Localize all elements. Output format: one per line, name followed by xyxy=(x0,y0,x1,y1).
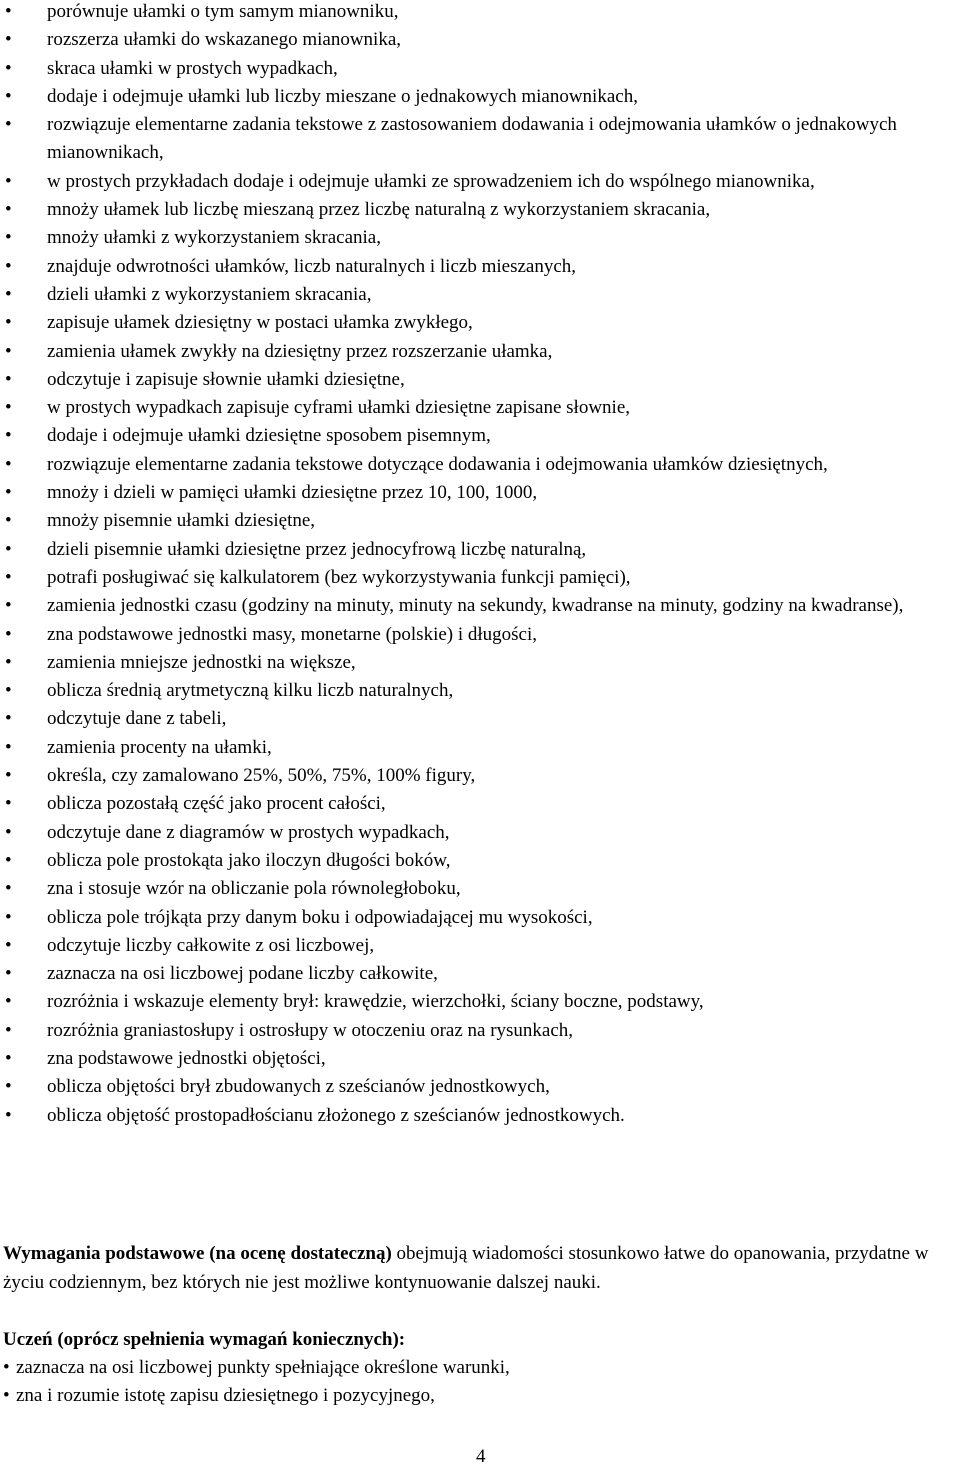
bullet-icon: • xyxy=(5,765,12,787)
bullet-icon: • xyxy=(5,1104,12,1126)
basic-requirements-text: obejmują wiadomości stosunkowo łatwe do opanowania, przydatne w życiu codziennym, bez których nie jest możliwe kontynuowanie dalszej nauki. xyxy=(3,1243,929,1293)
list-item xyxy=(0,621,930,649)
bullet-icon: • xyxy=(5,878,12,900)
bullet-icon: • xyxy=(5,1076,12,1098)
list-item xyxy=(0,536,930,564)
list-item xyxy=(0,451,930,479)
bullet-icon: • xyxy=(5,991,12,1013)
list-item xyxy=(0,762,930,790)
bullet-icon: • xyxy=(5,538,12,560)
list-item xyxy=(0,281,930,309)
bullet-icon: • xyxy=(5,510,12,532)
bullet-icon: • xyxy=(5,227,12,249)
bullet-icon: • xyxy=(5,453,12,475)
list-item xyxy=(0,677,930,705)
list-item xyxy=(0,564,930,592)
bullet-icon: • xyxy=(5,736,12,758)
bullet-icon: • xyxy=(5,595,12,617)
list-item-text: rozwiązuje elementarne zadania tekstowe z zastosowaniem dodawania i odejmowania ułamków o jednakowych mianownikach, xyxy=(47,114,897,164)
list-item xyxy=(0,649,930,677)
list-item xyxy=(0,309,930,337)
list-item-text: zna i rozumie istotę zapisu dziesiętnego i pozycyjnego, xyxy=(16,1385,435,1407)
list-item-text: rozróżnia graniastosłupy i ostrosłupy w otoczeniu oraz na rysunkach, xyxy=(47,1019,574,1041)
bullet-icon: • xyxy=(5,566,12,588)
list-item-text: mnoży ułamki z wykorzystaniem skracania, xyxy=(47,227,381,249)
bullet-icon: • xyxy=(5,821,12,843)
list-item xyxy=(0,507,930,535)
bullet-icon: • xyxy=(5,29,12,51)
list-item xyxy=(0,705,930,733)
bullet-icon: • xyxy=(5,793,12,815)
list-item-text: mnoży i dzieli w pamięci ułamki dziesiętne przez 10, 100, 1000, xyxy=(47,482,538,504)
list-item-text: oblicza pozostałą część jako procent całości, xyxy=(47,793,386,815)
list-item-text: mnoży ułamek lub liczbę mieszaną przez liczbę naturalną z wykorzystaniem skracania, xyxy=(47,199,711,221)
list-item-text: dzieli ułamki z wykorzystaniem skracania, xyxy=(47,283,372,305)
list-item-text: zamienia jednostki czasu (godziny na minuty, minuty na sekundy, kwadranse na minuty, godziny na kwadranse), xyxy=(47,595,904,617)
list-item xyxy=(0,394,930,422)
list-item xyxy=(0,1382,930,1410)
list-item-text: zamienia mniejsze jednostki na większe, xyxy=(47,651,356,673)
bullet-icon: • xyxy=(5,283,12,305)
list-item-text: porównuje ułamki o tym samym mianowniku, xyxy=(47,1,399,22)
bullet-icon: • xyxy=(5,1,12,22)
list-item-text: rozwiązuje elementarne zadania tekstowe dotyczące dodawania i odejmowania ułamków dziesiętnych, xyxy=(47,453,828,475)
list-item xyxy=(0,847,930,875)
list-item-text: rozszerza ułamki do wskazanego mianownika, xyxy=(47,29,402,51)
list-item xyxy=(0,904,930,932)
list-item xyxy=(0,0,930,26)
list-item xyxy=(0,819,930,847)
bullet-icon: • xyxy=(5,397,12,419)
list-item-text: oblicza pole prostokąta jako iloczyn długości boków, xyxy=(47,849,451,871)
list-item xyxy=(0,734,930,762)
bullet-icon: • xyxy=(5,934,12,956)
bullet-icon: • xyxy=(3,1385,10,1407)
bullet-icon: • xyxy=(5,425,12,447)
list-item xyxy=(0,960,930,988)
list-item xyxy=(0,338,930,366)
basic-requirements-list xyxy=(0,1354,930,1411)
bullet-icon: • xyxy=(5,651,12,673)
list-item xyxy=(0,196,930,224)
bullet-icon: • xyxy=(5,1019,12,1041)
list-item-text: zamienia ułamek zwykły na dziesiętny przez rozszerzanie ułamka, xyxy=(47,340,553,362)
list-item xyxy=(0,422,930,450)
bullet-icon: • xyxy=(5,57,12,79)
list-item xyxy=(0,875,930,903)
list-item xyxy=(0,55,930,83)
list-item-text: oblicza objętości brył zbudowanych z sześcianów jednostkowych, xyxy=(47,1076,550,1098)
basic-requirements-paragraph xyxy=(3,1240,953,1297)
list-item-text: zna i stosuje wzór na obliczanie pola równoległoboku, xyxy=(47,878,461,900)
bullet-icon: • xyxy=(5,114,12,136)
bullet-icon: • xyxy=(5,906,12,928)
list-item-text: odczytuje dane z tabeli, xyxy=(47,708,227,730)
list-item xyxy=(0,26,930,54)
list-item-text: w prostych wypadkach zapisuje cyframi ułamki dziesiętne zapisane słownie, xyxy=(47,397,630,419)
list-item xyxy=(0,111,930,168)
list-item xyxy=(0,932,930,960)
bullet-icon: • xyxy=(5,680,12,702)
basic-requirements-bold: Wymagania podstawowe (na ocenę dostateczną) xyxy=(3,1243,392,1264)
list-item xyxy=(0,1045,930,1073)
list-item-text: dodaje i odejmuje ułamki dziesiętne sposobem pisemnym, xyxy=(47,425,491,447)
list-item-text: dodaje i odejmuje ułamki lub liczby mieszane o jednakowych mianownikach, xyxy=(47,85,638,107)
list-item xyxy=(0,83,930,111)
bullet-icon: • xyxy=(5,312,12,334)
list-item xyxy=(0,253,930,281)
list-item-text: zaznacza na osi liczbowej punkty spełniające określone warunki, xyxy=(16,1357,510,1378)
list-item-text: potrafi posługiwać się kalkulatorem (bez wykorzystywania funkcji pamięci), xyxy=(47,566,631,588)
list-item-text: zamienia procenty na ułamki, xyxy=(47,736,272,758)
list-item xyxy=(0,592,930,620)
list-item xyxy=(0,479,930,507)
list-item-text: zna podstawowe jednostki objętości, xyxy=(47,1047,326,1069)
student-heading: Uczeń (oprócz spełnienia wymagań koniecznych): xyxy=(3,1329,406,1350)
list-item-text: odczytuje i zapisuje słownie ułamki dziesiętne, xyxy=(47,368,405,390)
bullet-icon: • xyxy=(5,340,12,362)
list-item xyxy=(0,366,930,394)
page-number: 4 xyxy=(476,1446,486,1467)
list-item-text: skraca ułamki w prostych wypadkach, xyxy=(47,57,338,79)
bullet-icon: • xyxy=(3,1357,10,1378)
list-item-text: zna podstawowe jednostki masy, monetarne (polskie) i długości, xyxy=(47,623,538,645)
list-item-text: oblicza objętość prostopadłościanu złożonego z sześcianów jednostkowych. xyxy=(47,1104,625,1126)
bullet-icon: • xyxy=(5,1047,12,1069)
bullet-icon: • xyxy=(5,170,12,192)
bullet-icon: • xyxy=(5,85,12,107)
list-item-text: znajduje odwrotności ułamków, liczb naturalnych i liczb mieszanych, xyxy=(47,255,577,277)
bullet-icon: • xyxy=(5,963,12,985)
list-item-text: oblicza pole trójkąta przy danym boku i odpowiadającej mu wysokości, xyxy=(47,906,593,928)
list-item-text: dzieli pisemnie ułamki dziesiętne przez jednocyfrową liczbę naturalną, xyxy=(47,538,587,560)
bullet-icon: • xyxy=(5,482,12,504)
bullet-icon: • xyxy=(5,368,12,390)
list-item xyxy=(0,1073,930,1101)
list-item-text: odczytuje dane z diagramów w prostych wypadkach, xyxy=(47,821,450,843)
list-item-text: rozróżnia i wskazuje elementy brył: krawędzie, wierzchołki, ściany boczne, podstawy, xyxy=(47,991,704,1013)
bullet-icon: • xyxy=(5,623,12,645)
list-item-text: mnoży pisemnie ułamki dziesiętne, xyxy=(47,510,316,532)
list-item xyxy=(0,1102,930,1130)
list-item xyxy=(0,988,930,1016)
list-item-text: w prostych przykładach dodaje i odejmuje ułamki ze sprowadzeniem ich do wspólnego mianownika, xyxy=(47,170,815,192)
list-item-text: odczytuje liczby całkowite z osi liczbowej, xyxy=(47,934,375,956)
list-item xyxy=(0,1017,930,1045)
list-item xyxy=(0,1354,930,1382)
bullet-icon: • xyxy=(5,255,12,277)
list-item-text: zapisuje ułamek dziesiętny w postaci ułamka zwykłego, xyxy=(47,312,473,334)
list-item-text: zaznacza na osi liczbowej podane liczby całkowite, xyxy=(47,963,438,985)
list-item xyxy=(0,224,930,252)
list-item xyxy=(0,790,930,818)
list-item xyxy=(0,168,930,196)
bullet-icon: • xyxy=(5,708,12,730)
bullet-icon: • xyxy=(5,199,12,221)
list-item-text: określa, czy zamalowano 25%, 50%, 75%, 100% figury, xyxy=(47,765,476,787)
bullet-icon: • xyxy=(5,849,12,871)
list-item-text: oblicza średnią arytmetyczną kilku liczb naturalnych, xyxy=(47,680,454,702)
